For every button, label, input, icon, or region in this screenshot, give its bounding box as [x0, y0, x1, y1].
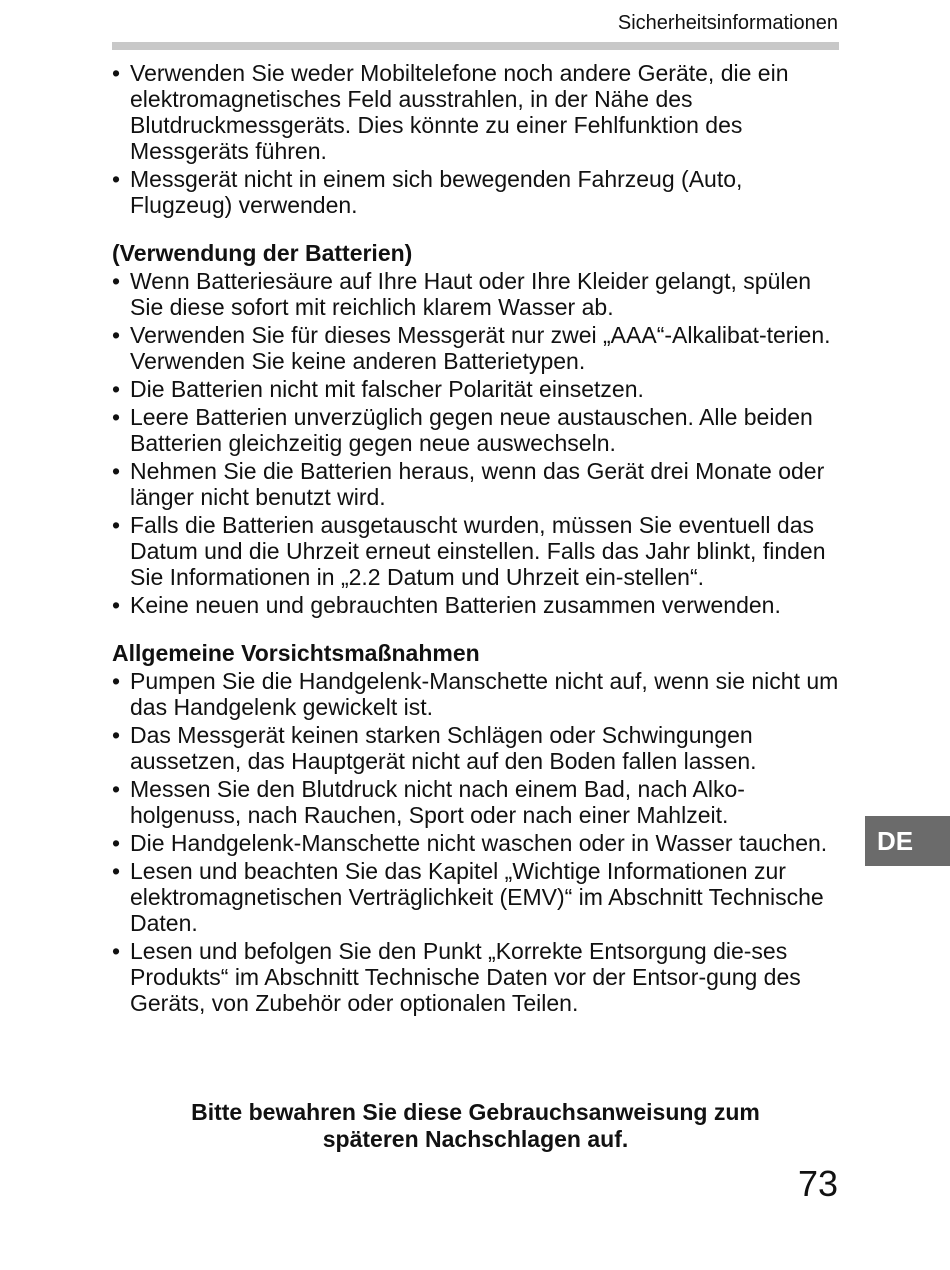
list-item: • Falls die Batterien ausgetauscht wurden, müssen Sie eventuell das Datum und die Uhrzeit erneut einstellen. Falls das Jahr blinkt, finden Sie Informationen in „2.2 Datum und Uhrzeit ein-stellen“. [112, 512, 841, 590]
list-item: • Leere Batterien unverzüglich gegen neue austauschen. Alle beiden Batterien gleichzeitig gegen neue auswechseln. [112, 404, 841, 456]
list-item: • Das Messgerät keinen starken Schlägen oder Schwingungen aussetzen, das Hauptgerät nicht auf den Boden fallen lassen. [112, 722, 841, 774]
list-item: • Die Handgelenk-Manschette nicht waschen oder in Wasser tauchen. [112, 830, 841, 856]
closing-note-line: späteren Nachschlagen auf. [322, 1126, 629, 1152]
list-item: • Verwenden Sie weder Mobiltelefone noch andere Geräte, die ein elektromagnetisches Feld ausstrahlen, in der Nähe des Blutdruckmessgeräts. Dies könnte zu einer Fehlfunktion des Messgeräts führen. [112, 60, 841, 164]
list-item: • Messgerät nicht in einem sich bewegenden Fahrzeug (Auto, Flugzeug) verwenden. [112, 166, 841, 218]
batteries-list [112, 268, 841, 618]
intro-list [112, 60, 841, 218]
batteries-heading: (Verwendung der Batterien) [112, 240, 413, 266]
list-item: • Messen Sie den Blutdruck nicht nach einem Bad, nach Alko-holgenuss, nach Rauchen, Sport oder nach einer Mahlzeit. [112, 776, 841, 828]
general-precautions-list [112, 668, 841, 1016]
page-number: 73 [797, 1163, 838, 1204]
list-item: • Lesen und beachten Sie das Kapitel „Wichtige Informationen zur elektromagnetischen Verträglichkeit (EMV)“ im Abschnitt Technische Daten. [112, 858, 841, 936]
list-item: • Pumpen Sie die Handgelenk-Manschette nicht auf, wenn sie nicht um das Handgelenk gewickelt ist. [112, 668, 841, 720]
closing-note-line: Bitte bewahren Sie diese Gebrauchsanweisung zum [191, 1099, 760, 1125]
running-header-title: Sicherheitsinformationen [617, 12, 838, 34]
header-rule [112, 42, 839, 50]
list-item: • Die Batterien nicht mit falscher Polarität einsetzen. [112, 376, 841, 402]
list-item: • Nehmen Sie die Batterien heraus, wenn das Gerät drei Monate oder länger nicht benutzt wird. [112, 458, 841, 510]
list-item: • Verwenden Sie für dieses Messgerät nur zwei „AAA“-Alkalibat-terien. Verwenden Sie keine anderen Batterietypen. [112, 322, 841, 374]
list-item: • Lesen und befolgen Sie den Punkt „Korrekte Entsorgung die-ses Produkts“ im Abschnitt Technische Daten vor der Entsor-gung des Geräts, von Zubehör oder optionalen Teilen. [112, 938, 841, 1016]
list-item: • Wenn Batteriesäure auf Ihre Haut oder Ihre Kleider gelangt, spülen Sie diese sofort mit reichlich klarem Wasser ab. [112, 268, 841, 320]
list-item: • Keine neuen und gebrauchten Batterien zusammen verwenden. [112, 592, 841, 618]
closing-note [112, 1099, 839, 1153]
language-tab: DE [865, 816, 950, 866]
general-precautions-heading: Allgemeine Vorsichtsmaßnahmen [112, 640, 480, 666]
page-content [112, 60, 841, 1018]
